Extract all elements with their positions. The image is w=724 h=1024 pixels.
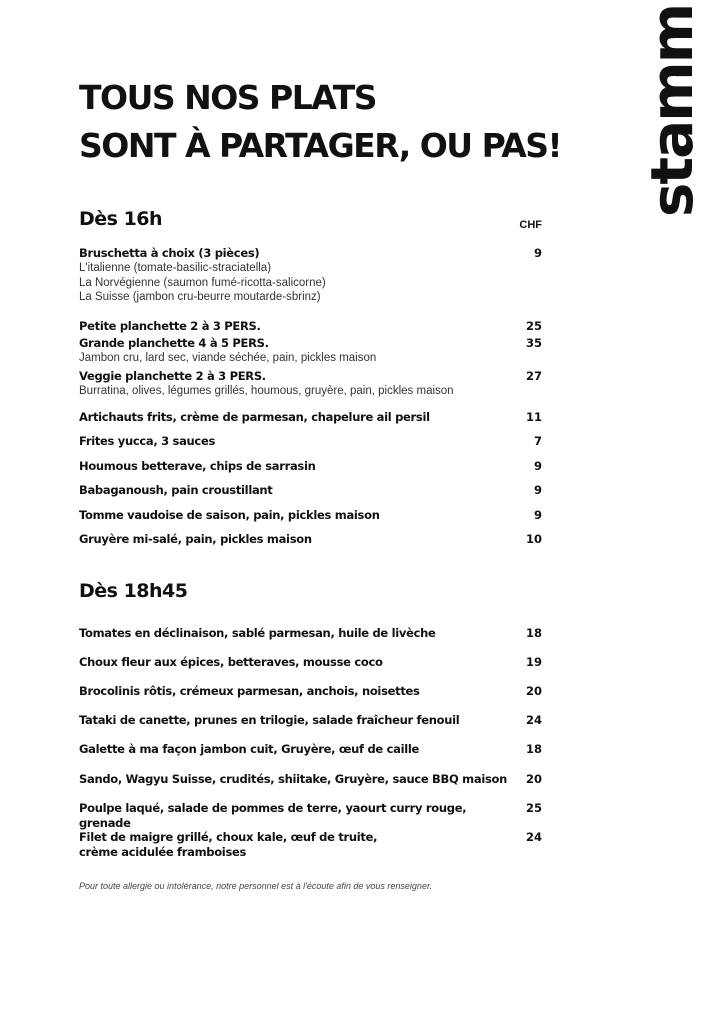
section-title-18h45: Dès 18h45 (79, 580, 188, 602)
item-price: 9 (533, 483, 542, 497)
item-name: Brocolinis rôtis, crémeux parmesan, anchois, noisettes (79, 684, 420, 698)
menu-item (79, 410, 542, 425)
item-price: 20 (525, 772, 542, 786)
brand-wordmark: stamm (638, 4, 707, 218)
item-name: Veggie planchette 2 à 3 PERS. (79, 369, 266, 383)
menu-item (79, 508, 542, 523)
page-headline (79, 74, 561, 170)
menu-item (79, 532, 542, 547)
item-price: 25 (525, 319, 542, 333)
item-price: 35 (525, 336, 542, 350)
item-description: Jambon cru, lard sec, viande séchée, pain, pickles maison (79, 352, 377, 364)
menu-item (79, 369, 542, 399)
item-name: Sando, Wagyu Suisse, crudités, shiitake, Gruyère, sauce BBQ maison (79, 772, 507, 786)
menu-item (79, 626, 542, 641)
item-price: 24 (525, 713, 542, 727)
item-description: Burratina, olives, légumes grillés, houmous, gruyère, pain, pickles maison (79, 385, 454, 397)
menu-item (79, 684, 542, 699)
item-price: 9 (533, 508, 542, 522)
item-price: 27 (525, 369, 542, 383)
item-price: 11 (525, 410, 542, 424)
item-name: Filet de maigre grillé, choux kale, œuf de truite, crème acidulée framboises (79, 830, 378, 859)
menu-item (79, 801, 542, 831)
item-description: L'italienne (tomate-basilic-straciatella) La Norvégienne (saumon fumé-ricotta-salicorne) La Suisse (jambon cru-beurre moutarde-sbrinz) (79, 262, 326, 303)
item-price: 24 (525, 830, 542, 844)
menu-item (79, 742, 542, 757)
item-name: Poulpe laqué, salade de pommes de terre, yaourt curry rouge, grenade (79, 801, 467, 830)
item-name: Gruyère mi-salé, pain, pickles maison (79, 532, 312, 546)
item-name: Tomme vaudoise de saison, pain, pickles maison (79, 508, 380, 522)
item-name: Petite planchette 2 à 3 PERS. (79, 319, 261, 333)
item-name: Frites yucca, 3 sauces (79, 434, 215, 448)
menu-item (79, 830, 542, 860)
menu-item (79, 246, 542, 305)
menu-item (79, 319, 542, 334)
item-name: Tomates en déclinaison, sablé parmesan, huile de livèche (79, 626, 436, 640)
section-title-16h: Dès 16h (79, 208, 163, 230)
currency-label: CHF (519, 219, 542, 231)
item-name: Houmous betterave, chips de sarrasin (79, 459, 316, 473)
item-price: 18 (525, 742, 542, 756)
item-name: Galette à ma façon jambon cuit, Gruyère, œuf de caille (79, 742, 419, 756)
item-price: 9 (533, 246, 542, 260)
menu-item (79, 434, 542, 449)
item-name: Babaganoush, pain croustillant (79, 483, 273, 497)
item-price: 20 (525, 684, 542, 698)
item-name: Choux fleur aux épices, betteraves, mousse coco (79, 655, 383, 669)
item-name: Grande planchette 4 à 5 PERS. (79, 336, 269, 350)
menu-item (79, 772, 542, 787)
headline-line: TOUS NOS PLATS (79, 78, 377, 117)
brand-logo (638, 4, 707, 218)
menu-item (79, 655, 542, 670)
item-name: Artichauts frits, crème de parmesan, chapelure ail persil (79, 410, 430, 424)
menu-item (79, 713, 542, 728)
item-price: 19 (525, 655, 542, 669)
headline-line: SONT À PARTAGER, OU PAS! (79, 126, 562, 165)
item-name: Tataki de canette, prunes en trilogie, salade fraîcheur fenouil (79, 713, 460, 727)
allergy-footnote: Pour toute allergie ou intolérance, notre personnel est à l'écoute afin de vous renseigner. (79, 881, 433, 891)
menu-item (79, 459, 542, 474)
item-price: 10 (525, 532, 542, 546)
item-price: 25 (525, 801, 542, 815)
item-price: 7 (533, 434, 542, 448)
item-price: 18 (525, 626, 542, 640)
menu-item (79, 336, 542, 366)
item-name: Bruschetta à choix (3 pièces) (79, 246, 260, 260)
menu-item (79, 483, 542, 498)
item-price: 9 (533, 459, 542, 473)
